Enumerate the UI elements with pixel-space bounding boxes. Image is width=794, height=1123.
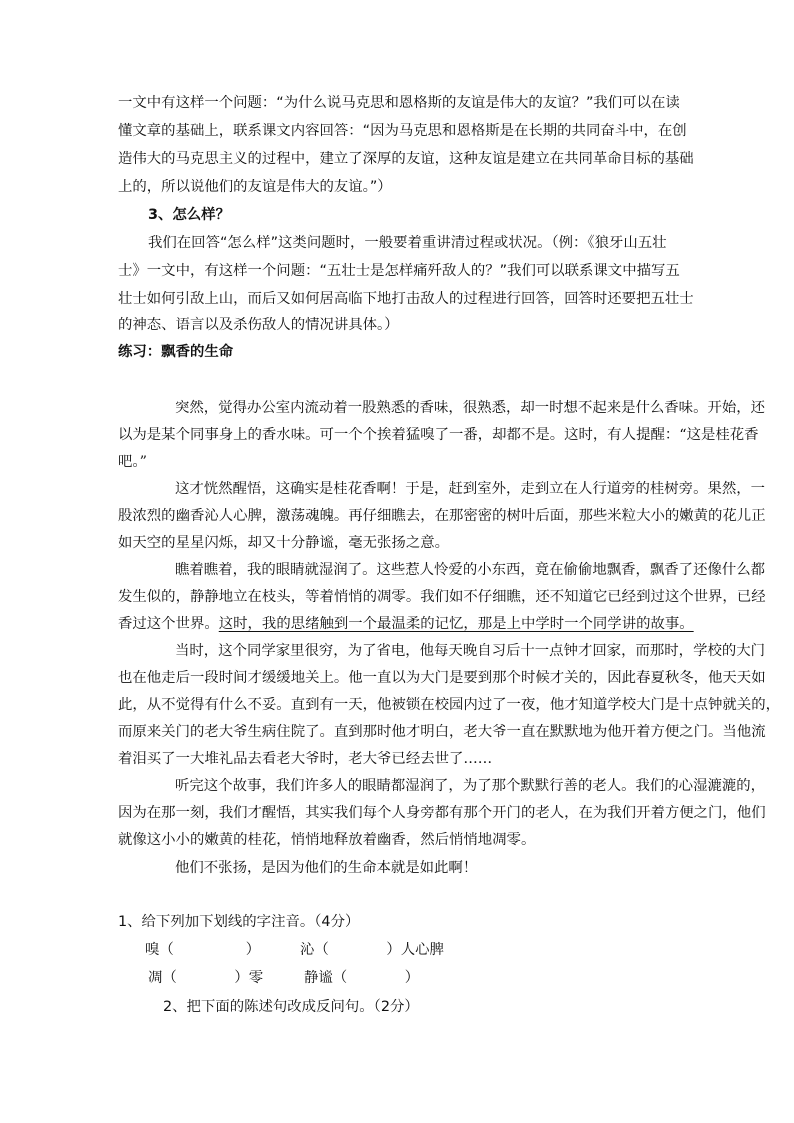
- question-1-item: 嗅（ ）: [145, 942, 261, 958]
- passage-line: 着泪买了一大堆礼品去看老大爷时，老大爷已经去世了……: [118, 751, 493, 767]
- passage-text: 香过这个世界。: [118, 616, 219, 632]
- question-1-item: 静谧（ ）: [304, 970, 420, 986]
- passage-line: 也在他走后一段时间才缓缓地关上。他一直以为大门是要到那个时候才关的，因此春夏秋冬，他天天如: [118, 670, 766, 686]
- passage-line: 这才恍然醒悟，这确实是桂花香啊！于是，赶到室外，走到立在人行道旁的桂树旁。果然，一: [175, 481, 766, 497]
- passage-line: [118, 614, 694, 634]
- underlined-sentence: 这时，我的思绪触到一个最温柔的记忆，那是上中学时一个同学讲的故事。: [218, 616, 694, 632]
- section-heading: 3、怎么样？: [148, 207, 230, 223]
- passage-line: 突然，觉得办公室内流动着一股熟悉的香味，很熟悉，却一时想不起来是什么香味。开始，还: [175, 400, 766, 416]
- passage-line: 当时，这个同学家里很穷，为了省电，他每天晚自习后十一点钟才回家，而那时，学校的大门: [175, 643, 766, 659]
- section-line-3: 壮士如何引敌上山，而后又如何居高临下地打击敌人的过程进行回答，回答时还要把五壮士: [118, 291, 694, 307]
- question-1-item: 凋（ ）零: [148, 970, 264, 986]
- passage-line: 他们不张扬，是因为他们的生命本就是如此啊！: [175, 860, 478, 876]
- passage-line: 而原来关门的老大爷生病住院了。直到那时他才明白，老大爷一直在默默地为他开着方便之门。当他流: [118, 724, 766, 740]
- section-line-4: 的神态、语言以及杀伤敌人的情况讲具体。）: [118, 317, 399, 333]
- section-line-2: 士》一文中，有这样一个问题：“五壮士是怎样痛歼敌人的？”我们可以联系课文中描写五: [118, 263, 680, 279]
- passage-line: 发生似的，静静地立在枝头，等着悄悄的凋零。我们如不仔细瞧，还不知道它已经到过这个世界，已经: [118, 589, 766, 605]
- passage-line: 听完这个故事，我们许多人的眼睛都湿润了，为了那个默默行善的老人。我们的心湿漉漉的，: [175, 778, 766, 794]
- exercise-title: 练习：飘香的生命: [118, 344, 234, 360]
- question-1-prompt: 1、给下列加下划线的字注音。（4分）: [118, 914, 360, 930]
- passage-line: 瞧着瞧着，我的眼睛就湿润了。这些惹人怜爱的小东西，竟在偷偷地飘香，飘香了还像什么都: [175, 562, 766, 578]
- passage-line: 就像这小小的嫩黄的桂花，悄悄地释放着幽香，然后悄悄地凋零。: [118, 832, 536, 848]
- section-line-1: 我们在回答“怎么样”这类问题时，一般要着重讲清过程或状况。（例：《狼牙山五壮: [148, 235, 667, 251]
- intro-line-3: 造伟大的马克思主义的过程中，建立了深厚的友谊，这种友谊是建立在共同革命目标的基础: [118, 151, 694, 167]
- intro-line-2: 懂文章的基础上，联系课文内容回答：“因为马克思和恩格斯是在长期的共同奋斗中，在创: [118, 123, 687, 139]
- intro-line-4: 上的，所以说他们的友谊是伟大的友谊。”）: [118, 179, 392, 195]
- passage-line: 以为是某个同事身上的香水味。可一个个挨着猛嗅了一番，却都不是。这时，有人提醒：“这是桂花香: [118, 427, 759, 443]
- passage-line: 因为在那一刻，我们才醒悟，其实我们每个人身旁都有那个开门的老人，在为我们开着方便之门，他们: [118, 805, 766, 821]
- passage-line: 此，从不觉得有什么不妥。直到有一天，他被锁在校园内过了一夜，他才知道学校大门是十点钟就关的，: [118, 697, 780, 713]
- passage-line: 如天空的星星闪烁，却又十分静谧，毫无张扬之意。: [118, 535, 449, 551]
- passage-line: 股浓烈的幽香沁人心脾，激荡魂魄。再仔细瞧去，在那密密的树叶后面，那些米粒大小的嫩黄的花儿正: [118, 508, 766, 524]
- passage-line: 吧。”: [118, 454, 147, 470]
- question-2-prompt: 2、把下面的陈述句改成反问句。（2分）: [163, 999, 419, 1015]
- intro-line-1: 一文中有这样一个问题：“为什么说马克思和恩格斯的友谊是伟大的友谊？”我们可以在读: [118, 95, 680, 111]
- question-1-item: 沁（ ）人心脾: [300, 942, 444, 958]
